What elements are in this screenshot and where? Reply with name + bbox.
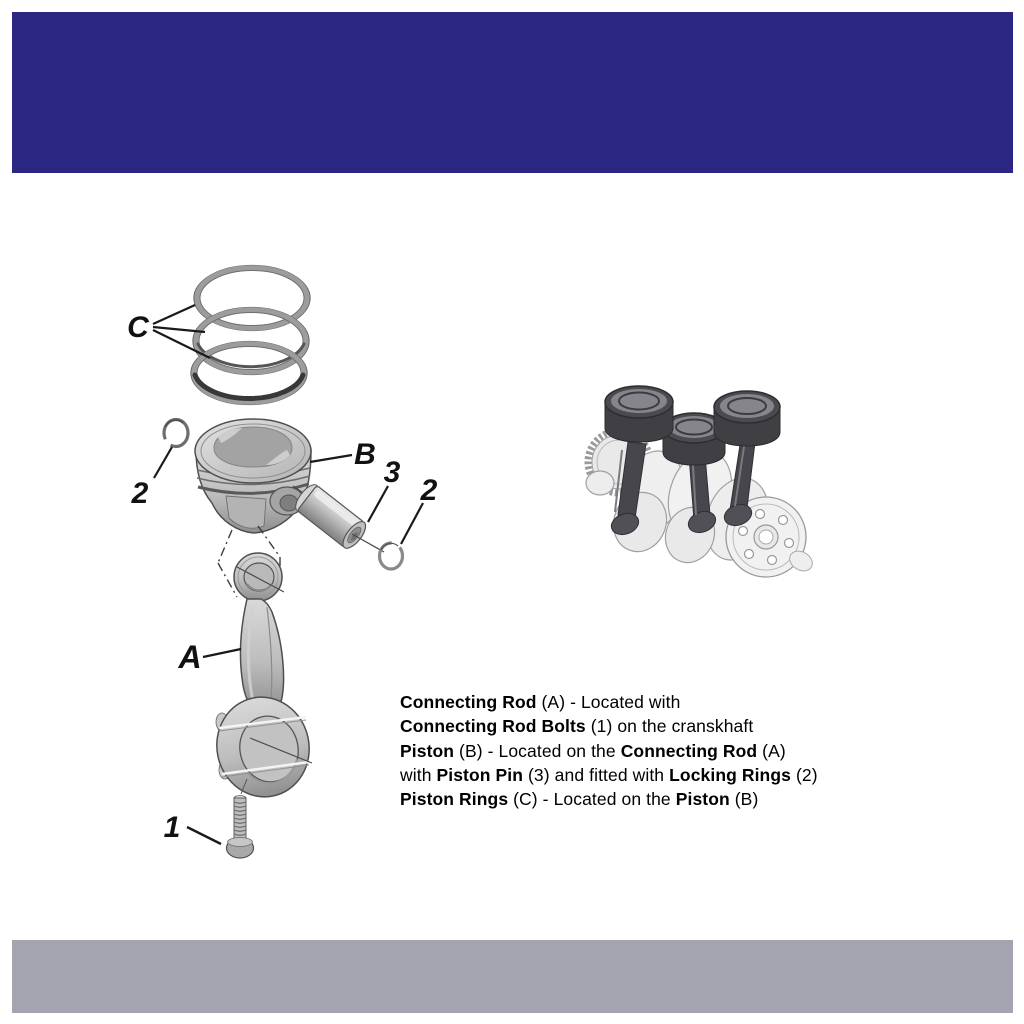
caption-line: with Piston Pin (3) and fitted with Locking Rings (2) [400,764,818,785]
callout-a-label: A [178,639,202,675]
caption-block [400,690,900,811]
rod-bolt-figure [164,779,254,858]
caption-line: Piston Rings (C) - Located on the Piston (B) [400,789,759,810]
callout-3-label: 3 [383,456,401,489]
callout-2-left-label: 2 [131,477,149,510]
callout-b-label: B [354,438,376,471]
crank-piston-3 [714,391,780,446]
caption-line: Connecting Rod Bolts (1) on the cranskhaft [400,716,754,737]
callout-2-right-label: 2 [420,474,438,507]
crank-piston-1 [605,386,673,442]
connecting-rod-figure [177,553,318,805]
locking-ring-left-figure [131,420,188,511]
piston-rings-figure [127,266,310,405]
callout-1-label: 1 [163,811,181,844]
callout-c-label: C [127,311,149,344]
crankshaft-assembly-figure [586,386,816,577]
caption-line: Piston (B) - Located on the Connecting Rod (A) [400,740,786,761]
caption-line: Connecting Rod (A) - Located with [400,692,681,712]
